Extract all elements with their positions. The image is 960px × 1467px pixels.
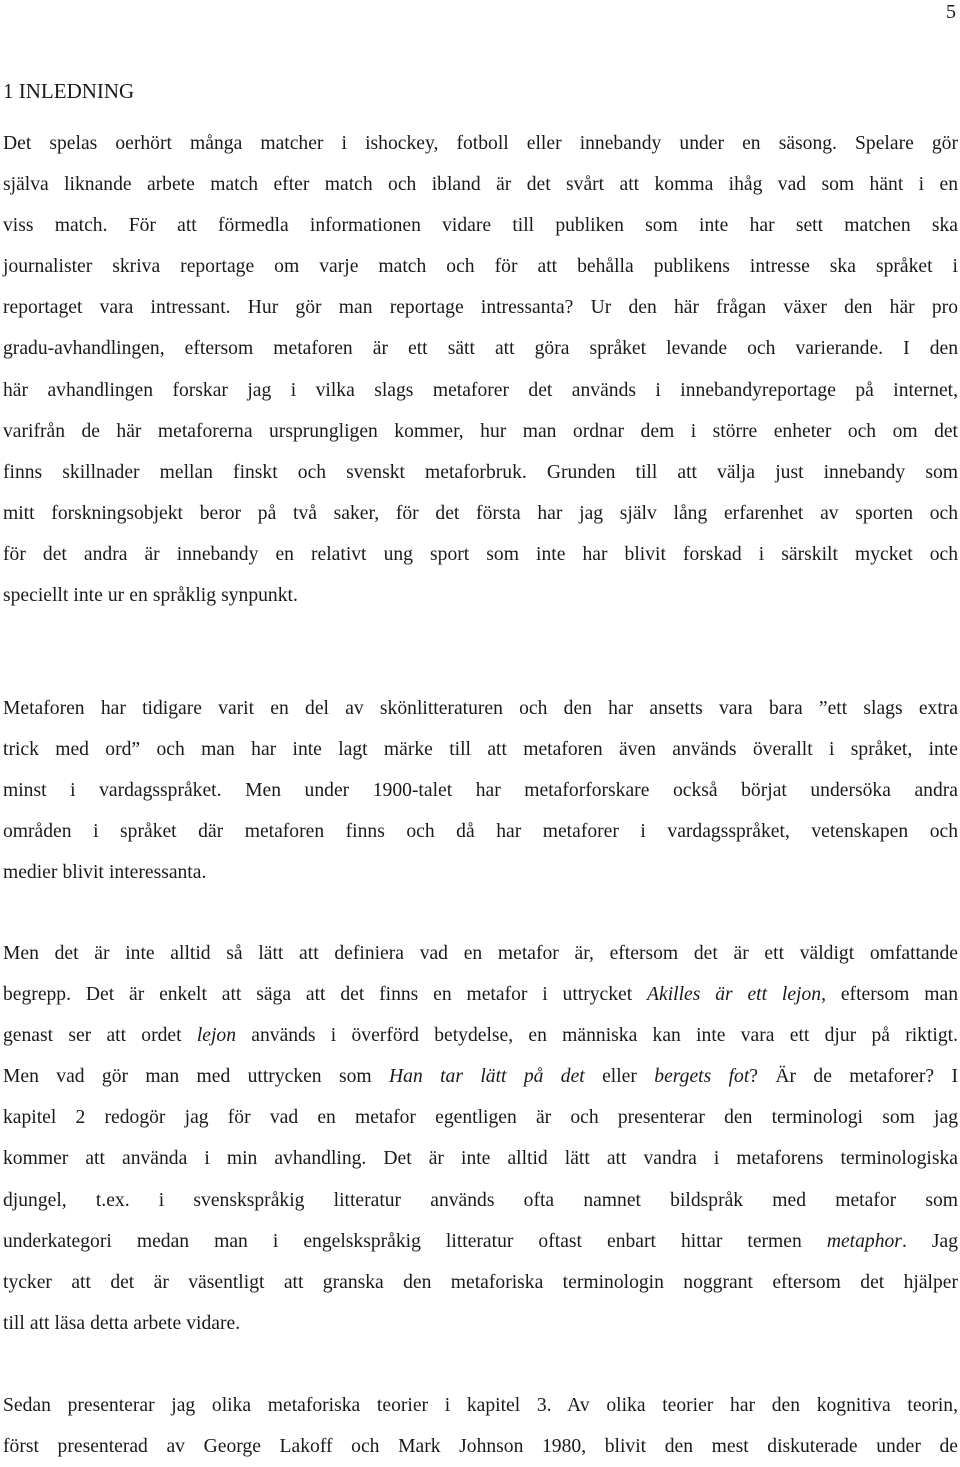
text-line: minst i vardagsspråket. Men under 1900-talet har metaforforskare också börjat undersöka andra — [3, 780, 958, 802]
text-line: kapitel 2 redogör jag för vad en metafor egentligen är och presenterar den terminologi som jag — [3, 1107, 958, 1129]
text-line: kommer att använda i min avhandling. Det är inte alltid lätt att vandra i metaforens terminologiska — [3, 1148, 958, 1170]
text-line: Sedan presenterar jag olika metaforiska teorier i kapitel 3. Av olika teorier har den kognitiva teorin, — [3, 1395, 958, 1416]
text-line — [3, 1015, 958, 1056]
chapter-heading: 1 INLEDNING — [3, 79, 135, 103]
text-line: för det andra är innebandy en relativt ung sport som inte har blivit forskad i särskilt mycket och — [3, 543, 958, 565]
text-run: eller — [584, 1066, 655, 1088]
text-run: Men vad gör man med uttrycken som — [3, 1066, 389, 1088]
text-line: varifrån de här metaforerna ursprungligen kommer, hur man ordnar dem i större enheter och om det — [3, 420, 958, 442]
paragraph-theories — [3, 1385, 958, 1467]
text-line — [3, 1056, 958, 1097]
text-run: underkategori medan man i engelskspråkig litteratur oftast enbart hittar termen — [3, 1230, 827, 1252]
text-line: Det spelas oerhört många matcher i ishockey, fotboll eller innebandy under en säsong. Spelare gör — [3, 133, 958, 154]
italic-example: lejon — [196, 1025, 237, 1047]
text-line: viss match. För att förmedla informationen vidare till publiken som inte har sett matchen ska — [3, 215, 958, 237]
text-line: Men det är inte alltid så lätt att definiera vad en metafor är, eftersom det är ett väldigt omfattande — [3, 943, 958, 964]
text-line: tycker att det är väsentligt att granska den metaforiska terminologin noggrant eftersom det hjälper — [3, 1271, 958, 1293]
italic-example: Akilles är ett lejon — [647, 984, 822, 1006]
text-line: djungel, t.ex. i svenskspråkig litteratur används ofta namnet bildspråk med metafor som — [3, 1189, 958, 1211]
italic-term: metaphor — [826, 1230, 902, 1252]
text-line: medier blivit interessanta. — [3, 862, 207, 884]
text-line: till att läsa detta arbete vidare. — [3, 1312, 241, 1334]
page-number: 5 — [946, 1, 956, 23]
text-run: genast ser att ordet — [3, 1025, 197, 1047]
text-line — [3, 1221, 958, 1262]
paragraph-intro — [3, 123, 958, 616]
text-line: områden i språket där metaforen finns och då har metaforer i vardagsspråket, vetenskapen och — [3, 821, 958, 843]
text-run: . Jag — [901, 1230, 958, 1252]
text-line: journalister skriva reportage om varje match och för att behålla publikens intresse ska språket i — [3, 256, 958, 278]
text-run: , eftersom man — [821, 984, 958, 1006]
text-line: Metaforen har tidigare varit en del av skönlitteraturen och den har ansetts vara bara ”ett slags extra — [3, 698, 958, 719]
text-line: först presenterad av George Lakoff och Mark Johnson 1980, blivit den mest diskuterade under de — [3, 1436, 958, 1458]
text-line: gradu-avhandlingen, eftersom metaforen är ett sätt att göra språket levande och varierande. I den — [3, 338, 958, 360]
text-line: speciellt inte ur en språklig synpunkt. — [3, 585, 298, 607]
paragraph-metaphor-history — [3, 688, 958, 893]
text-run: ? Är de metaforer? I — [749, 1066, 958, 1088]
text-run: används i överförd betydelse, en människa kan inte vara ett djur på riktigt. — [236, 1025, 958, 1047]
italic-example: bergets fot — [654, 1066, 750, 1088]
text-line: mitt forskningsobjekt beror på två saker, för det första har jag själv lång erfarenhet av sporten och — [3, 502, 958, 524]
text-run: begrepp. Det är enkelt att säga att det finns en metafor i uttrycket — [3, 984, 648, 1006]
italic-example: Han tar lätt på det — [389, 1066, 585, 1088]
text-line: här avhandlingen forskar jag i vilka slags metaforer det används i innebandyreportage på internet, — [3, 379, 958, 401]
text-line: finns skillnader mellan finskt och svenskt metaforbruk. Grunden till att välja just innebandy som — [3, 461, 958, 483]
text-line: reportaget vara intressant. Hur gör man reportage intressanta? Ur den här frågan växer den här pro — [3, 297, 958, 319]
text-line: själva liknande arbete match efter match och ibland är det svårt att komma ihåg vad som hänt i en — [3, 174, 958, 196]
text-line — [3, 974, 958, 1015]
text-line: trick med ord” och man har inte lagt märke till att metaforen även används överallt i språket, inte — [3, 739, 958, 761]
paragraph-definition — [3, 933, 958, 1344]
